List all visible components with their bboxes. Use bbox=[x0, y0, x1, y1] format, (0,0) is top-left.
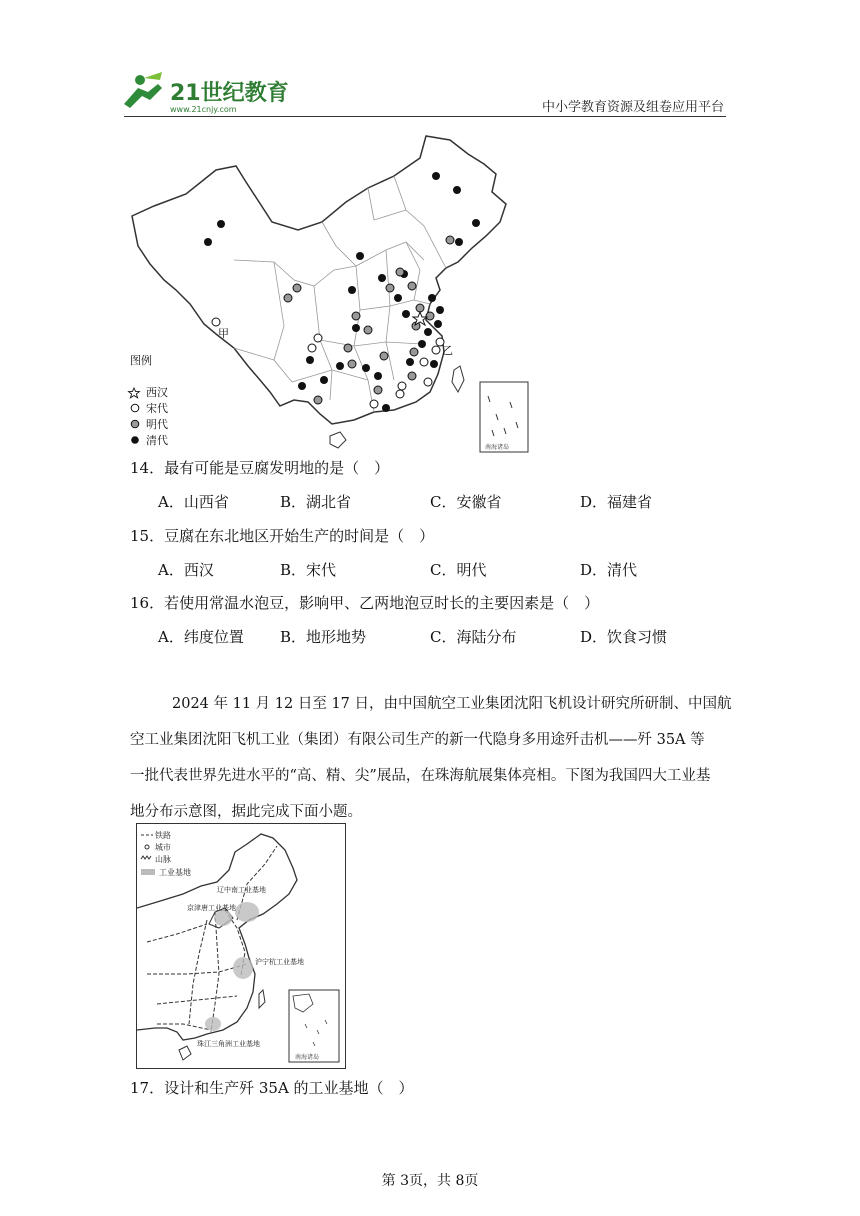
label-zhujiang: 珠江三角洲工业基地 bbox=[197, 1040, 260, 1048]
q14-option-c[interactable]: C．安徽省 bbox=[430, 493, 502, 511]
q16-option-a[interactable]: A．纬度位置 bbox=[158, 628, 244, 646]
passage-line-4: 地分布示意图，据此完成下面小题。 bbox=[130, 804, 362, 820]
label-jia: 甲 bbox=[218, 327, 229, 340]
tofu-distribution-map bbox=[124, 130, 544, 456]
q16-option-d[interactable]: D．饮食习惯 bbox=[580, 628, 668, 646]
logo-url: www.21cnjy.com bbox=[170, 105, 237, 114]
map2-inset bbox=[289, 990, 339, 1062]
q16-option-b[interactable]: B．地形地势 bbox=[280, 628, 367, 646]
question-14-stem: 14．最有可能是豆腐发明地的是（ ） bbox=[130, 459, 390, 477]
q15-option-d[interactable]: D．清代 bbox=[580, 561, 638, 579]
label-liaozhongnan: 辽中南工业基地 bbox=[217, 886, 266, 894]
passage-line-2: 空工业集团沈阳飞机工业（集团）有限公司生产的新一代隐身多用途歼击机——歼 35A 等 bbox=[130, 732, 705, 748]
label-yi: 乙 bbox=[442, 344, 453, 357]
legend-railway: 铁路 bbox=[155, 831, 171, 840]
label-hunninghang: 沪宁杭工业基地 bbox=[255, 958, 304, 966]
passage-line-1: 2024 年 11 月 12 日至 17 日，由中国航空工业集团沈阳飞机设计研究所研制、中国航 bbox=[172, 696, 732, 712]
q16-option-c[interactable]: C．海陆分布 bbox=[430, 628, 517, 646]
q15-option-c[interactable]: C．明代 bbox=[430, 561, 487, 579]
legend-label-2: 明代 bbox=[146, 418, 168, 431]
q14-option-b[interactable]: B．湖北省 bbox=[280, 493, 352, 511]
label-jingjintang: 京津唐工业基地 bbox=[187, 904, 236, 912]
map-legend bbox=[129, 353, 168, 447]
legend-label-0: 西汉 bbox=[146, 386, 168, 399]
china-outline bbox=[132, 136, 506, 424]
legend-gray-circle-icon bbox=[131, 420, 139, 428]
legend-star-icon bbox=[129, 388, 140, 398]
question-17-stem: 17．设计和生产歼 35A 的工业基地（ ） bbox=[130, 1079, 414, 1097]
page-footer: 第 3页，共 8页 bbox=[381, 1173, 479, 1189]
passage-line-3: 一批代表世界先进水平的“高、精、尖”展品，在珠海航展集体亮相。下图为我国四大工业基 bbox=[130, 768, 711, 784]
legend-title: 图例 bbox=[130, 354, 152, 367]
map2-legend bbox=[141, 830, 191, 877]
question-16-stem: 16．若使用常温水泡豆，影响甲、乙两地泡豆时长的主要因素是（ ） bbox=[130, 594, 600, 612]
inset-label: 南海诸岛 bbox=[485, 444, 510, 451]
taiwan-island bbox=[452, 366, 464, 392]
legend-label-1: 宋代 bbox=[146, 402, 168, 415]
question-15-stem: 15．豆腐在东北地区开始生产的时间是（ ） bbox=[130, 527, 435, 545]
legend-black-circle-icon bbox=[131, 436, 139, 444]
logo-text: 21世纪教育 bbox=[170, 81, 289, 106]
q15-option-b[interactable]: B．宋代 bbox=[280, 561, 337, 579]
header-divider bbox=[124, 116, 726, 117]
legend-label-3: 清代 bbox=[146, 434, 168, 447]
legend-industrial-base: 工业基地 bbox=[159, 868, 191, 877]
q14-option-a[interactable]: A．山西省 bbox=[158, 493, 229, 511]
legend-mountain: 山脉 bbox=[155, 855, 171, 864]
industrial-bases-map bbox=[136, 823, 346, 1069]
passage-text bbox=[130, 686, 734, 830]
hainan-island bbox=[330, 432, 346, 448]
platform-name: 中小学教育资源及组卷应用平台 bbox=[541, 100, 724, 115]
legend-city: 城市 bbox=[155, 843, 171, 852]
site-logo bbox=[120, 70, 290, 116]
q15-option-a[interactable]: A．西汉 bbox=[158, 561, 214, 579]
legend-open-circle-icon bbox=[131, 404, 139, 412]
map2-inset-label: 南海诸岛 bbox=[295, 1054, 320, 1061]
q14-option-d[interactable]: D．福建省 bbox=[580, 493, 653, 511]
south-china-sea-inset bbox=[480, 382, 528, 452]
